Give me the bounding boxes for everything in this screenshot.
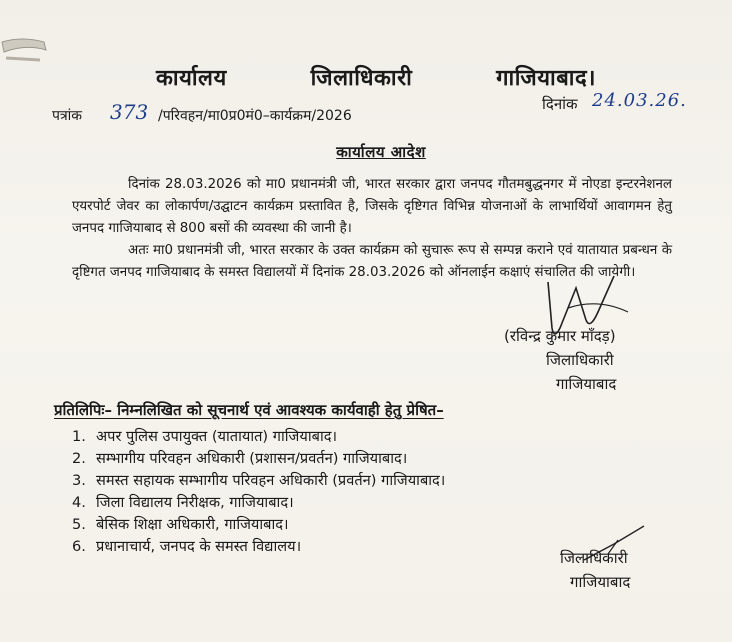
footer-signatory-place: गाजियाबाद — [570, 573, 631, 591]
list-item-text: बेसिक शिक्षा अधिकारी, गाजियाबाद। — [96, 516, 289, 533]
list-item-text: अपर पुलिस उपायुक्त (यातायात) गाजियाबाद। — [96, 428, 337, 445]
header-place: गाजियाबाद। — [496, 66, 596, 91]
list-item-number: 3. — [72, 472, 86, 489]
reference-path: /परिवहन/मा0प्र0मं0–कार्यक्रम/2026 — [158, 108, 352, 124]
staple-mark — [0, 30, 58, 70]
copy-to-list — [72, 426, 445, 558]
list-item-number: 4. — [72, 494, 86, 511]
date-value: 24.03.26. — [592, 90, 687, 111]
list-item — [72, 470, 445, 492]
reference-label: पत्रांक — [52, 108, 83, 124]
reference-row — [52, 90, 687, 126]
list-item-text: जिला विद्यालय निरीक्षक, गाजियाबाद। — [96, 494, 294, 511]
list-item — [72, 514, 445, 536]
copy-to-heading: प्रतिलिपिः– निम्नलिखित को सूचनार्थ एवं आवश्यक कार्यवाही हेतु प्रेषित– — [54, 401, 444, 419]
footer-signatory-title: जिलाधिकारी — [560, 549, 628, 567]
list-item-number: 2. — [72, 450, 86, 467]
list-item — [72, 492, 445, 514]
order-paragraph-1: दिनांक 28.03.2026 को मा0 प्रधानमंत्री जी, भारत सरकार द्वारा जनपद गौतमबुद्धनगर में नोएडा इन्टरनेशनल एयरपोर्ट जेवर का लोकार्पण/उद्घाटन कार्यक्रम प्रस्तावित है, जिसके दृष्टिगत विभिन्न योजनाओं के लाभार्थियों आवागमन हेतु जनपद गाजियाबाद से 800 बसों की व्यवस्था की जानी है। — [72, 177, 672, 236]
list-item-text: प्रधानाचार्य, जनपद के समस्त विद्यालय। — [96, 538, 302, 555]
list-item-number: 6. — [72, 538, 86, 555]
order-title-text: कार्यालय आदेश — [336, 143, 426, 161]
list-item-number: 5. — [72, 516, 86, 533]
list-item-text: समस्त सहायक सम्भागीय परिवहन अधिकारी (प्रवर्तन) गाजियाबाद। — [96, 472, 446, 489]
signatory-place: गाजियाबाद — [556, 375, 617, 393]
list-item-number: 1. — [72, 428, 86, 445]
header-officer: जिलाधिकारी — [310, 66, 413, 91]
signatory-name: (रविन्द्र कुमार माँदड़) — [504, 327, 616, 345]
order-paragraph-2: अतः मा0 प्रधानमंत्री जी, भारत सरकार के उक्त कार्यक्रम को सुचारू रूप से सम्पन्न कराने एवं यातायात प्रबन्धन के दृष्टिगत जनपद गाजियाबाद के समस्त विद्यालयों में दिनांक 28.03.2026 को ऑनलाईन कक्षाएं संचालित की जायेगी। — [72, 243, 672, 280]
office-header — [156, 62, 596, 92]
list-item — [72, 536, 445, 558]
list-item-text: सम्भागीय परिवहन अधिकारी (प्रशासन/प्रवर्तन) गाजियाबाद। — [96, 450, 408, 467]
date-label: दिनांक — [542, 95, 578, 113]
order-title — [0, 142, 732, 162]
header-office: कार्यालय — [156, 66, 227, 91]
list-item — [72, 448, 445, 470]
signatory-title: जिलाधिकारी — [546, 351, 614, 369]
reference-number: 373 — [110, 100, 149, 124]
list-item — [72, 426, 445, 448]
